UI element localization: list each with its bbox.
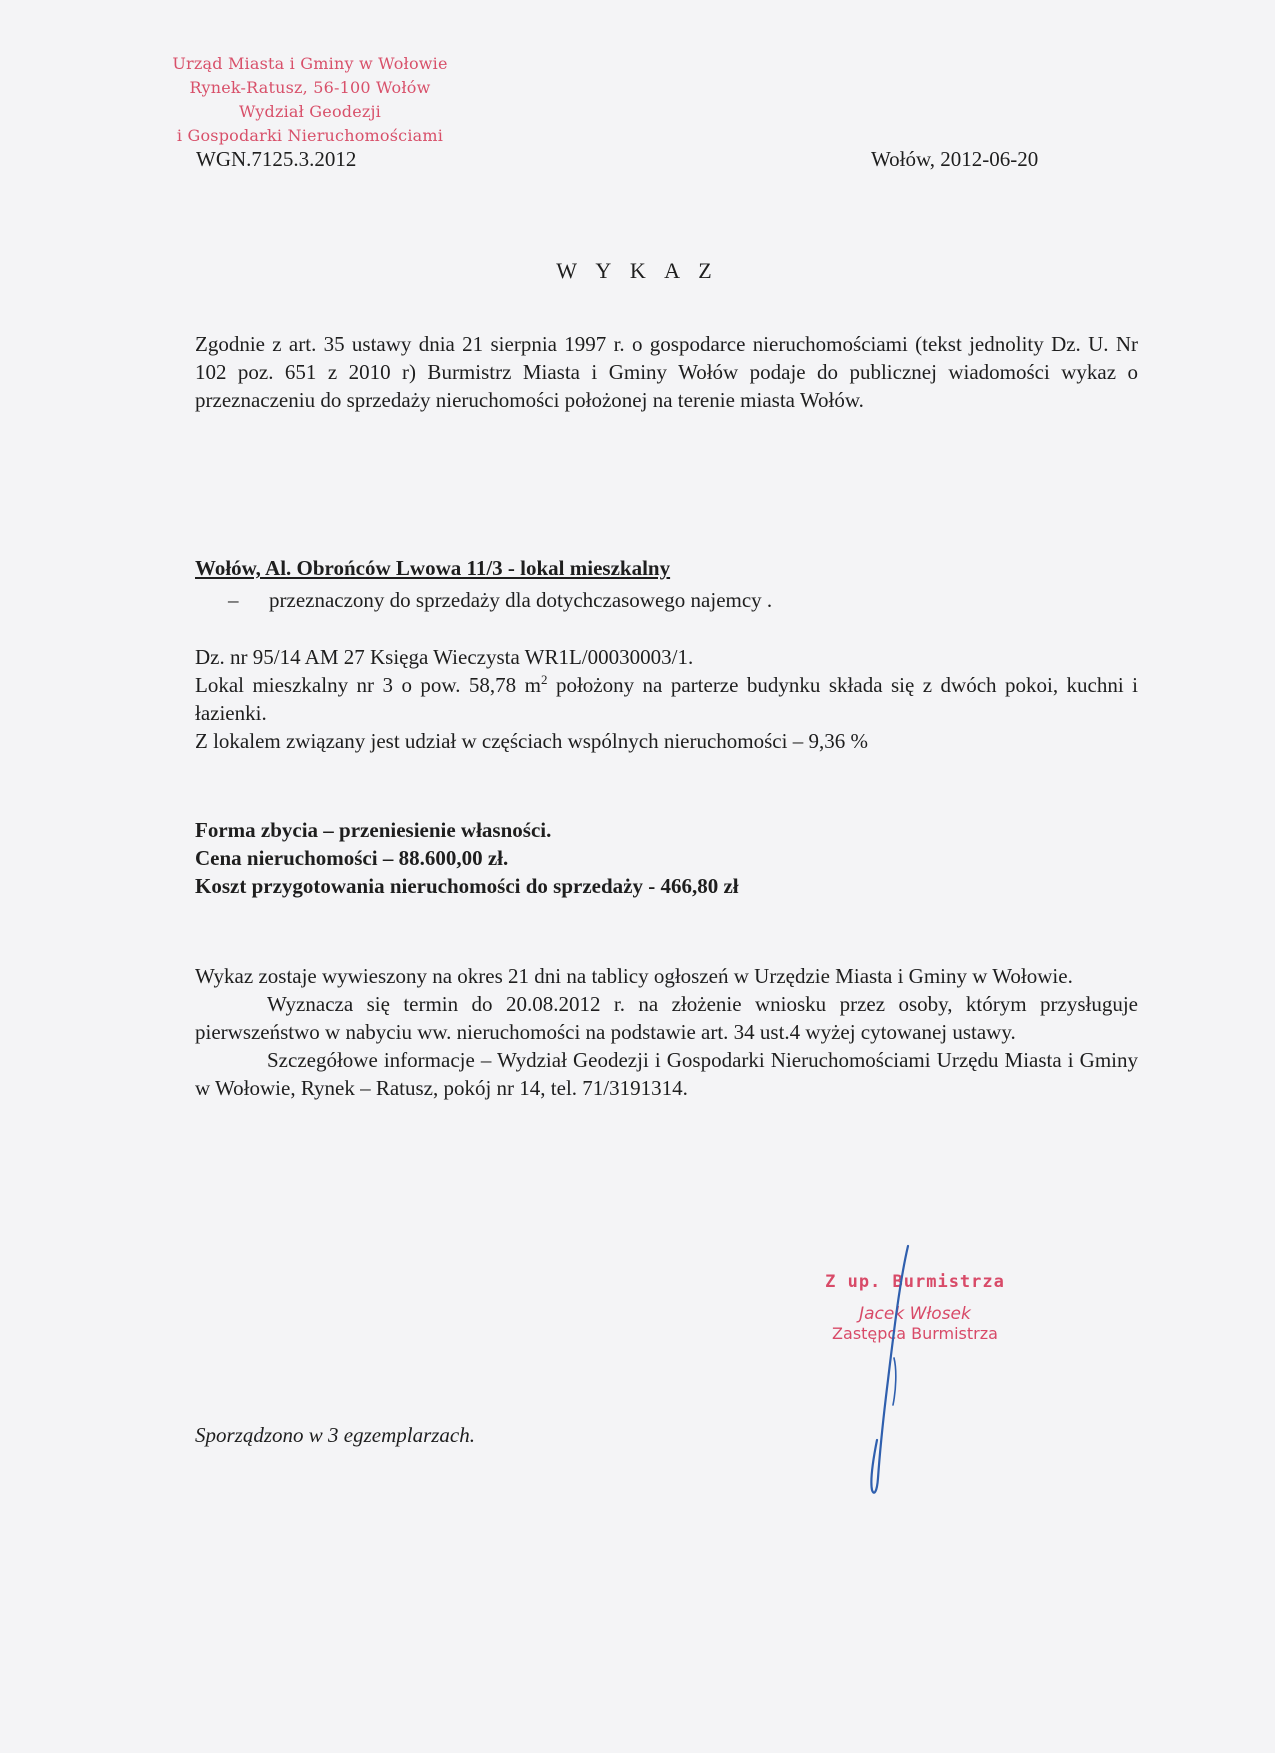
office-stamp xyxy=(160,52,460,148)
property-heading: Wołów, Al. Obrońców Lwowa 11/3 - lokal mieszkalny xyxy=(195,556,671,580)
reference-number: WGN.7125.3.2012 xyxy=(196,147,357,171)
price: Cena nieruchomości – 88.600,00 zł. xyxy=(195,846,509,870)
area-unit-exponent: 2 xyxy=(540,672,548,687)
office-stamp-line: Urząd Miasta i Gminy w Wołowie xyxy=(172,54,448,73)
share-description: Z lokalem związany jest udział w częściach wspólnych nieruchomości – 9,36 % xyxy=(195,729,868,753)
signature-stamp-role: Zastępca Burmistrza xyxy=(832,1324,998,1343)
office-stamp-line: Wydział Geodezji xyxy=(238,102,382,121)
closing-section xyxy=(195,962,1138,1102)
area-text-cont: położony na parterze budynku składa się z dwóch pokoi, kuchni i łazienki. xyxy=(195,673,1138,725)
signature-stamp xyxy=(790,1272,1040,1344)
handwritten-signature xyxy=(850,1240,910,1500)
place-date: Wołów, 2012-06-20 xyxy=(871,147,1039,171)
signature-stamp-name: Jacek Włosek xyxy=(859,1304,971,1324)
plot-description: Dz. nr 95/14 AM 27 Księga Wieczysta WR1L/00030003/1. xyxy=(195,645,694,669)
property-purpose-text: przeznaczony do sprzedaży dla dotychczasowego najemcy . xyxy=(269,588,773,612)
office-stamp-line: Rynek-Ratusz, 56-100 Wołów xyxy=(189,78,431,97)
dash-bullet: – xyxy=(228,588,239,612)
contact-paragraph: Szczegółowe informacje – Wydział Geodezji i Gospodarki Nieruchomościami Urzędu Miasta i Gminy w Wołowie, Rynek – Ratusz, pokój nr 14, tel. 71/3191314. xyxy=(195,1048,1138,1100)
disposal-form: Forma zbycia – przeniesienie własności. xyxy=(195,818,552,842)
property-details xyxy=(195,643,1138,755)
signature-stamp-authority: Z up. Burmistrza xyxy=(825,1272,1005,1292)
document-title: W Y K A Z xyxy=(556,258,719,283)
property-purpose xyxy=(228,588,772,613)
deadline-paragraph: Wyznacza się termin do 20.08.2012 r. na złożenie wniosku przez osoby, którym przysługuje pierwszeństwo w nabyciu ww. nieruchomości na podstawie art. 34 ust.4 wyżej cytowanej ustawy. xyxy=(195,992,1138,1044)
area-text: Lokal mieszkalny nr 3 o pow. 58,78 m xyxy=(195,673,541,697)
intro-paragraph: Zgodnie z art. 35 ustawy dnia 21 sierpnia 1997 r. o gospodarce nieruchomościami (tekst jednolity Dz. U. Nr 102 poz. 651 z 2010 r) Burmistrz Miasta i Gminy Wołów podaje do publicznej wiadomości wykaz o przeznaczeniu do sprzedaży nieruchomości położonej na terenie miasta Wołów. xyxy=(195,332,1138,412)
sale-terms xyxy=(195,816,739,900)
posting-paragraph: Wykaz zostaje wywieszony na okres 21 dni na tablicy ogłoszeń w Urzędzie Miasta i Gminy w Wołowie. xyxy=(195,964,1073,988)
area-description xyxy=(195,671,1138,727)
office-stamp-line: i Gospodarki Nieruchomościami xyxy=(176,126,444,145)
copies-note: Sporządzono w 3 egzemplarzach. xyxy=(195,1423,476,1447)
preparation-cost: Koszt przygotowania nieruchomości do sprzedaży - 466,80 zł xyxy=(195,874,739,898)
